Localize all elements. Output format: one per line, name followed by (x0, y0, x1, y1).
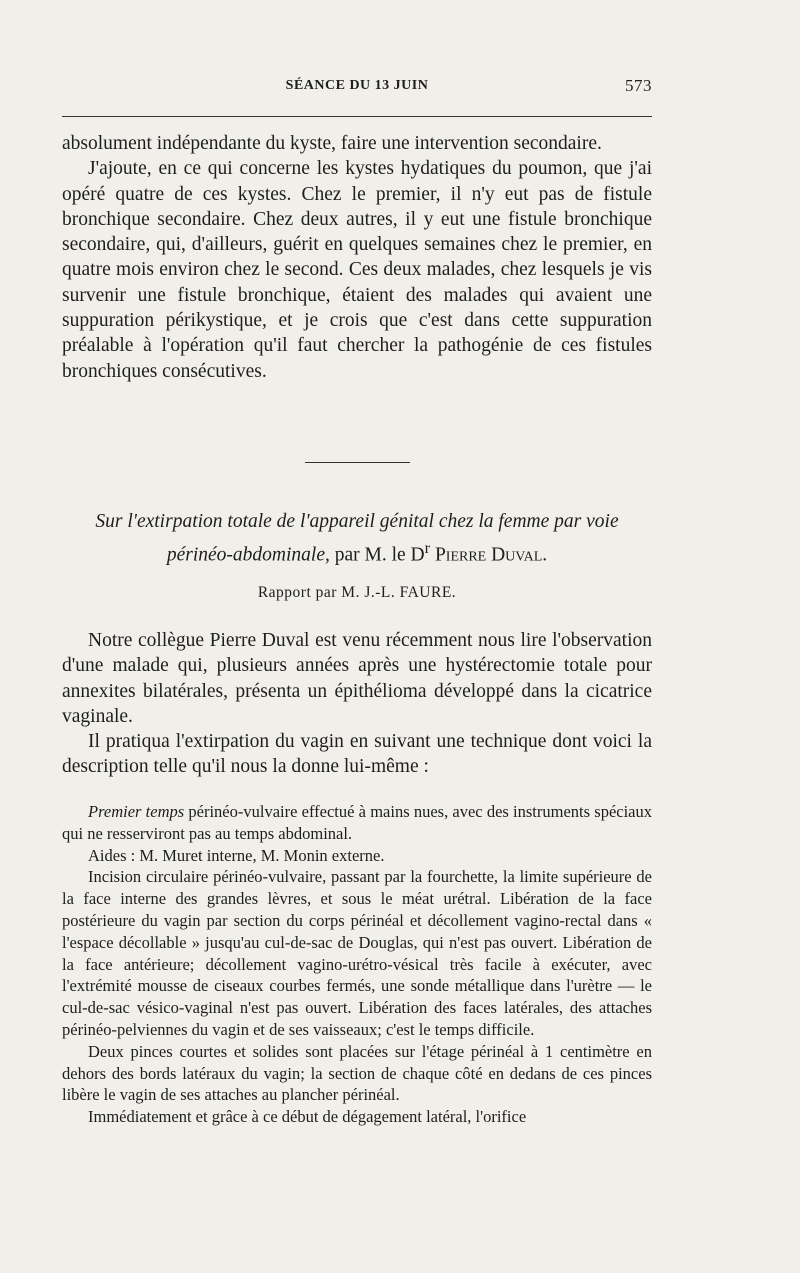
page-number: 573 (625, 76, 652, 95)
first-step-label: Premier temps (88, 802, 185, 821)
rapport-line: Rapport par M. J.-L. FAURE. (257, 584, 457, 601)
section-separator (305, 462, 410, 463)
paragraph: Deux pinces courtes et solides sont placées sur l'étage périnéal à 1 centimètre en dehors des bords latéraux du vagin; la section de chaque côté en dedans de ces pinces libère le vagin de ses attaches au plancher périnéal. (62, 1041, 652, 1105)
running-head (62, 78, 652, 100)
paragraph (62, 801, 652, 845)
article-author: Pierre Duval. (430, 544, 548, 566)
technique-description (62, 801, 652, 1128)
intro-section (62, 131, 652, 384)
article-title (62, 509, 652, 569)
article-title-by: par M. le D (329, 544, 425, 566)
article-title-text: Sur l'extirpation totale de l'appareil génital chez la femme par voie périnéo-abdominale, (95, 511, 619, 566)
article-title-sup: r (424, 539, 431, 557)
running-head-title: SÉANCE DU 13 JUIN (285, 78, 429, 93)
report-section (62, 628, 652, 780)
paragraph: Aides : M. Muret interne, M. Monin externe. (88, 845, 385, 865)
paragraph: absolument indépendante du kyste, faire une intervention secondaire. (62, 133, 602, 154)
header-rule (62, 116, 652, 117)
paragraph: Il pratiqua l'extirpation du vagin en suivant une technique dont voici la description telle qu'il nous la donne lui-même : (62, 731, 652, 778)
paragraph: Incision circulaire périnéo-vulvaire, passant par la fourchette, la limite supérieure de la face interne des grandes lèvres, et sous le méat urétral. Libération de la face postérieure du vagin par section du corps périnéal et décollement vagino-rectal dans « l'espace décollable » jusqu'au cul-de-sac de Douglas, qui n'est pas ouvert. Libération de la face antérieure; décollement vagino-urétro-vésical très facile à exécuter, avec l'extrémité mousse de ciseaux courbes fermés, une sonde métallique dans l'urètre — le cul-de-sac vésico-vaginal n'est pas ouvert. Libération des faces latérales, des attaches périnéo-pelviennes du vagin et de ses vaisseaux; c'est le temps difficile. (62, 867, 652, 1039)
paragraph: Notre collègue Pierre Duval est venu récemment nous lire l'observation d'une malade qui, plusieurs années après une hystérectomie totale pour annexites bilatérales, présenta un épithélioma développé dans la cicatrice vaginale. (62, 630, 652, 727)
paragraph: J'ajoute, en ce qui concerne les kystes hydatiques du poumon, que j'ai opéré quatre de ces kystes. Chez le premier, il n'y eut pas de fistule bronchique secondaire. Chez deux autres, il y eut une fistule bronchique secondaire, qui, d'ailleurs, guérit en quelques semaines chez le premier, en quatre mois environ chez le second. Ces deux malades, chez lesquels je vis survenir une fistule bronchique, étaient des malades qui avaient une suppuration périkystique, et je crois que c'est dans cette suppuration préalable à l'opération qu'il faut chercher la pathogénie de ces fistules bronchiques consécutives. (62, 158, 652, 382)
paragraph: Immédiatement et grâce à ce début de dégagement latéral, l'orifice (88, 1107, 527, 1127)
first-step-text: périnéo-vulvaire effectué à mains nues, avec des instruments spéciaux qui ne resserviront pas au temps abdominal. (62, 802, 652, 843)
